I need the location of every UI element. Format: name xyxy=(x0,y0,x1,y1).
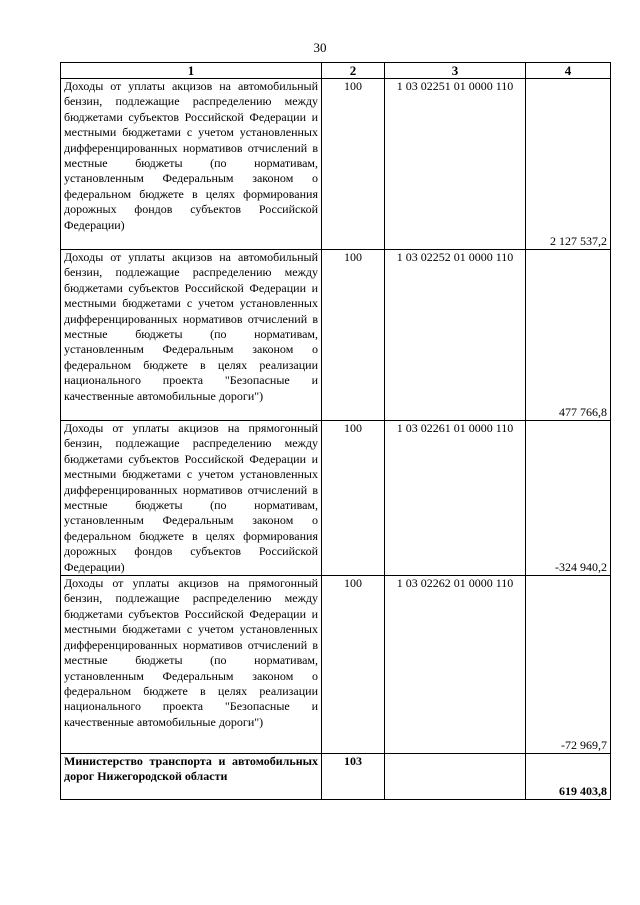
table-header-row xyxy=(61,63,611,79)
revenue-name-cell: Доходы от уплаты акцизов на прямогонный бензин, подлежащие распределению между бюджетами субъектов Российской Федерации и местными бюджетами с учетом установленных дифференцированных нормативов отчислений в местные бюджеты (по нормативам, установленным Федеральным законом о федеральном бюджете в целях формирования дорожных фондов субъектов Российской Федерации) xyxy=(61,421,322,576)
table-row xyxy=(61,421,611,576)
column-header-4: 4 xyxy=(526,63,611,79)
admin-code-cell: 100 xyxy=(322,421,385,576)
amount-cell: 2 127 537,2 xyxy=(526,79,611,250)
table-row xyxy=(61,576,611,754)
budget-code-cell xyxy=(385,754,526,800)
amount-cell: -72 969,7 xyxy=(526,576,611,754)
table-row xyxy=(61,250,611,421)
column-header-3: 3 xyxy=(385,63,526,79)
budget-code-cell: 1 03 02261 01 0000 110 xyxy=(385,421,526,576)
admin-code-cell: 100 xyxy=(322,250,385,421)
budget-code-cell: 1 03 02252 01 0000 110 xyxy=(385,250,526,421)
budget-code-cell: 1 03 02251 01 0000 110 xyxy=(385,79,526,250)
revenue-table xyxy=(60,62,611,800)
column-header-1: 1 xyxy=(61,63,322,79)
amount-cell: 619 403,8 xyxy=(526,754,611,800)
admin-code-cell: 100 xyxy=(322,576,385,754)
amount-cell: -324 940,2 xyxy=(526,421,611,576)
page-number: 30 xyxy=(313,40,327,55)
column-header-2: 2 xyxy=(322,63,385,79)
table-row xyxy=(61,79,611,250)
revenue-name-cell: Доходы от уплаты акцизов на автомобильный бензин, подлежащие распределению между бюджетами субъектов Российской Федерации и местными бюджетами с учетом установленных дифференцированных нормативов отчислений в местные бюджеты (по нормативам, установленным Федеральным законом о федеральном бюджете в целях реализации национального проекта "Безопасные и качественные автомобильные дороги") xyxy=(61,250,322,421)
admin-code-cell: 100 xyxy=(322,79,385,250)
amount-cell: 477 766,8 xyxy=(526,250,611,421)
revenue-name-cell: Доходы от уплаты акцизов на автомобильный бензин, подлежащие распределению между бюджетами субъектов Российской Федерации и местными бюджетами с учетом установленных дифференцированных нормативов отчислений в местные бюджеты (по нормативам, установленным Федеральным законом о федеральном бюджете в целях формирования дорожных фондов субъектов Российской Федерации) xyxy=(61,79,322,250)
admin-code-cell: 103 xyxy=(322,754,385,800)
budget-code-cell: 1 03 02262 01 0000 110 xyxy=(385,576,526,754)
table-row xyxy=(61,754,611,800)
revenue-name-cell: Доходы от уплаты акцизов на прямогонный бензин, подлежащие распределению между бюджетами субъектов Российской Федерации и местными бюджетами с учетом установленных дифференцированных нормативов отчислений в местные бюджеты (по нормативам, установленным Федеральным законом о федеральном бюджете в целях реализации национального проекта "Безопасные и качественные автомобильные дороги") xyxy=(61,576,322,754)
ministry-name-cell: Министерство транспорта и автомобильных дорог Нижегородской области xyxy=(61,754,322,800)
